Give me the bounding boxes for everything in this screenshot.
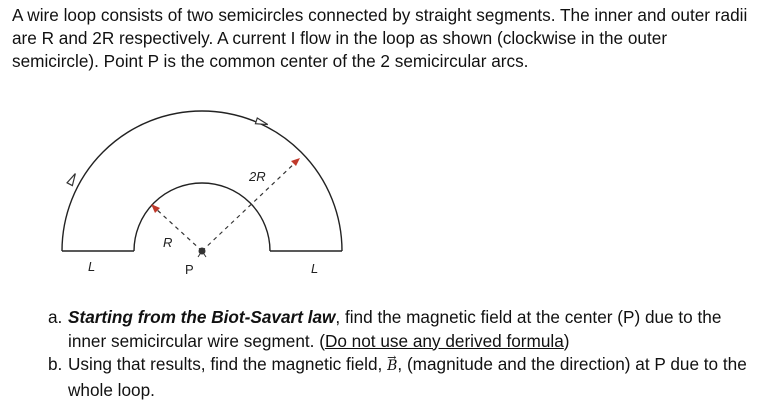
label-R: R: [163, 235, 173, 250]
label-P: P: [185, 262, 194, 277]
question-list: [48, 306, 763, 402]
question-marker: a.: [48, 307, 63, 327]
emphasis-text: Starting from the Biot-Savart law: [68, 307, 336, 327]
label-L-left: L: [88, 259, 96, 274]
question-b: [48, 353, 763, 402]
question-text: [68, 306, 763, 353]
question-a-text: , find the magnetic field at the center (P) due to the inner semicircular wire segment. (: [68, 307, 722, 351]
problem-statement: A wire loop consists of two semicircles connected by straight segments. The inner and outer radii are R and 2R respectively. A current I flow in the loop as shown (clockwise in the outer semicircle). Point P is the common center of the 2 semicircular arcs.: [12, 5, 748, 71]
closing-paren: ): [563, 330, 570, 351]
vector-b-symbol: → B: [387, 358, 397, 374]
current-arrow-icon: [67, 172, 78, 185]
outer-semicircle: [62, 111, 342, 251]
question-text: [68, 353, 763, 402]
label-2R: 2R: [249, 169, 266, 184]
underlined-note: Do not use any derived formula: [324, 330, 564, 351]
arrowhead-icon: [291, 158, 300, 166]
question-marker: b.: [48, 354, 63, 374]
question-b-text-before: Using that results, find the magnetic field,: [68, 354, 388, 374]
question-b-text-after: , (magnitude and the direction) at P due to the whole loop.: [68, 354, 747, 400]
inner-semicircle: [134, 183, 270, 251]
question-a: [48, 306, 763, 353]
current-arrow-icon: [255, 118, 268, 127]
label-L-right: L: [311, 261, 319, 276]
